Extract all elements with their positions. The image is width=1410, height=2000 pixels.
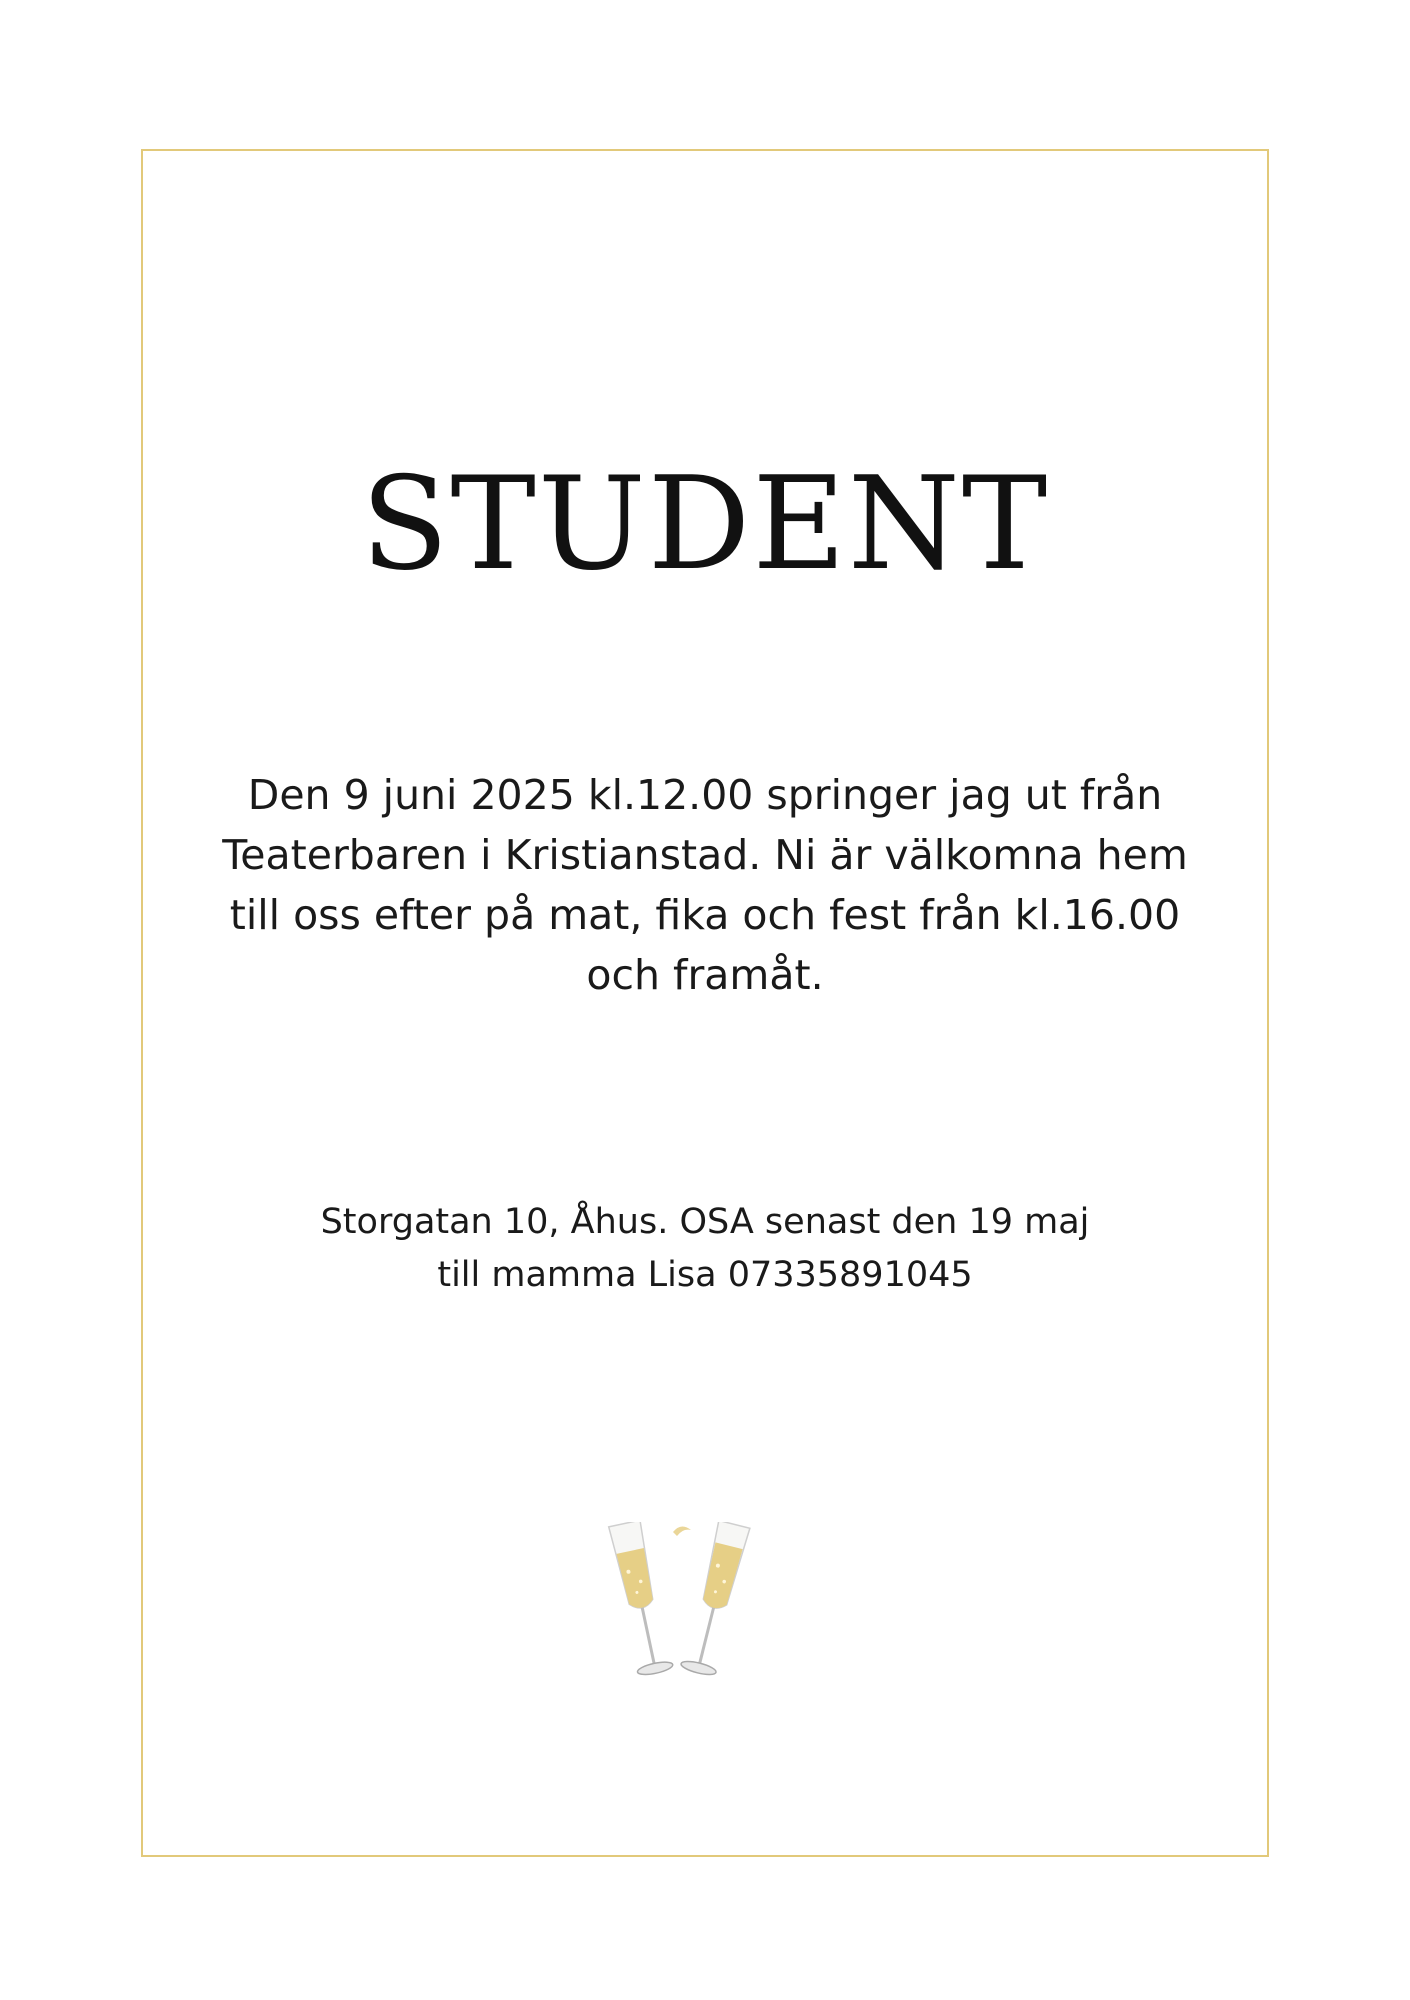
invitation-title: STUDENT (360, 450, 1050, 599)
invitation-body-text: Den 9 juni 2025 kl.12.00 springer jag ut från Teaterbaren i Kristianstad. Ni är välkomna hem till oss efter på mat, fika och fest från kl.16.00 och framåt. (222, 771, 1188, 999)
champagne-glasses-icon (595, 1522, 775, 1692)
invitation-address-rsvp: Storgatan 10, Åhus. OSA senast den 19 maj till mamma Lisa 07335891045 (320, 1202, 1090, 1295)
